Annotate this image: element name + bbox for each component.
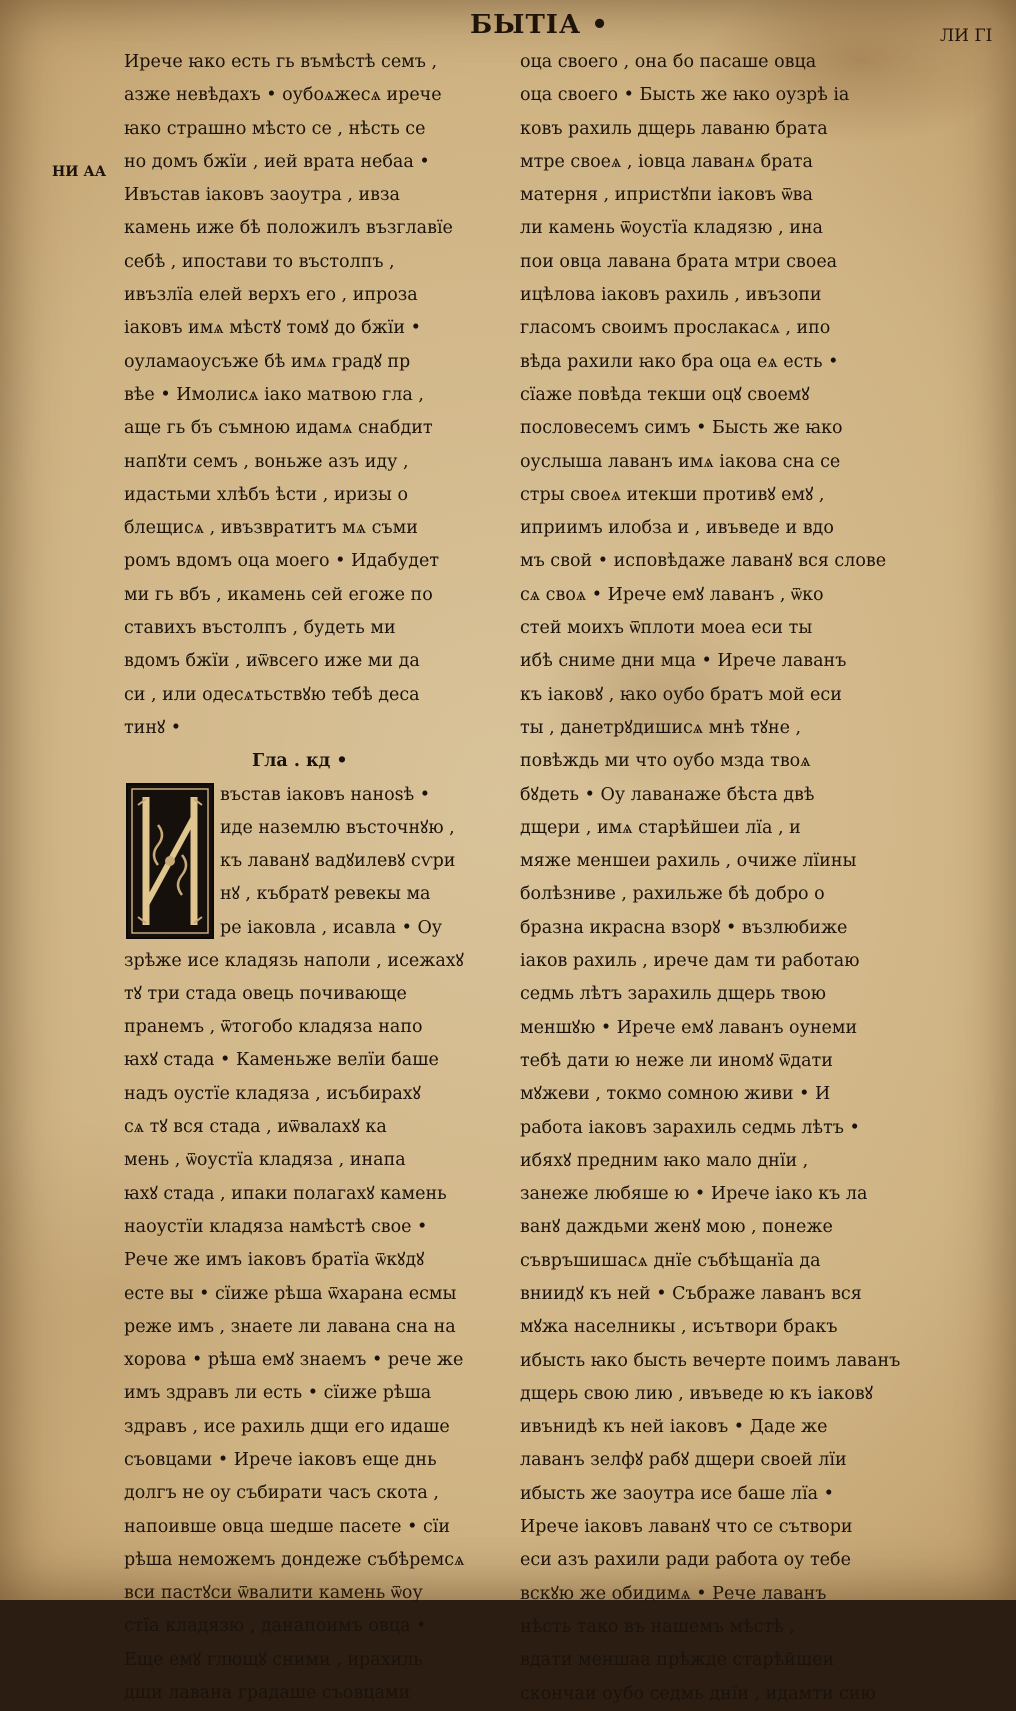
text-line: си , или одесѧтьствꙋю тебѣ деса (124, 684, 420, 705)
text-line: тинꙋ • (124, 717, 182, 738)
text-line: еси азъ рахили ради работа оу тебе (520, 1550, 851, 1571)
text-line: вдати меншаа прѣжде старѣйшеи (520, 1650, 835, 1671)
text-line: сѧ своѧ • Ирече емꙋ лаванъ , ѿко (520, 584, 824, 605)
text-line: гласомъ своимъ прослакасѧ , ипо (520, 318, 831, 339)
text-line: ми гь вбъ , икамень сей егоже по (124, 584, 433, 605)
text-line: есте вы • сїиже рѣша ѿхарана есмы (124, 1283, 457, 1304)
text-line: вдомъ бжїи , иѿвсего иже ми да (124, 651, 420, 672)
text-line: занеже любяше ю • Ирече іако къ ла (520, 1184, 868, 1205)
text-line: вси пастꙋси ѿвалити камень ѿоу (124, 1583, 423, 1604)
text-line: дщери , имѧ старѣйшеи лїа , и (520, 817, 801, 838)
text-line: Рече же имъ іаковъ братїа ѿкꙋдꙋ (124, 1250, 425, 1271)
text-line: иде наземлю въсточнꙋю , (220, 817, 455, 838)
text-line: повѣждь ми что оубо мзда твоѧ (520, 751, 811, 772)
text-line: тꙋ три стада овець почивающе (124, 983, 407, 1004)
text-line: мень , ѿоустїа кладяза , инапа (124, 1150, 406, 1171)
text-line: ре іаковла , исавла • Оу (220, 917, 443, 938)
text-line: матерня , ипристꙋпи іаковъ ѿва (520, 185, 813, 206)
text-line: Ивъстав іаковъ заоутра , ивза (124, 185, 400, 206)
text-line: нѣсть тако въ нашемъ мѣстѣ , (520, 1616, 795, 1637)
text-line: скончаи оубо седмь днїи , идамти сию (520, 1683, 876, 1704)
text-line: стей моихъ ѿплоти моеа еси ты (520, 618, 813, 639)
text-line: мяже меншеи рахиль , очиже лїины (520, 851, 857, 872)
left-column (124, 46, 508, 1710)
text-line: аще гь бъ съмною идамѧ снабдит (124, 418, 433, 439)
text-line: іаков рахиль , ирече дам ти работаю (520, 951, 860, 972)
initial-ornament-icon (128, 785, 212, 937)
text-line: себѣ , ипостави то въстолпъ , (124, 251, 395, 272)
text-line: оуслыша лаванъ имѧ іакова сна се (520, 451, 841, 472)
text-line: работа іаковъ зарахиль седмь лѣтъ • (520, 1117, 860, 1138)
text-line: здравъ , исе рахиль дщи его идаше (124, 1416, 450, 1437)
text-line: въстав іаковъ наноѕѣ • (220, 784, 431, 805)
text-line: къ лаванꙋ вадꙋилевꙋ сѵри (220, 851, 456, 872)
text-line: ибысть ꙗко бысть вечерте поимъ лаванъ (520, 1350, 901, 1371)
text-line: лаванъ зелфꙋ рабꙋ дщери своей лїи (520, 1450, 847, 1471)
text-line: дщерь свою лию , ивъведе ю къ іаковꙋ (520, 1383, 873, 1404)
text-line: вѣда рахили ꙗко бра оца еѧ есть • (520, 351, 839, 372)
text-line: ивъзлїа елей верхъ его , ипроза (124, 285, 418, 306)
text-line: Ирече ꙗко есть гь въмѣстѣ семъ , (124, 52, 438, 72)
text-line: ромъ вдомъ оца моего • Идабудет (124, 551, 440, 572)
text-line: ковъ рахиль дщерь лаваню брата (520, 118, 828, 139)
left-column-bottom-text (124, 945, 508, 1711)
left-column-top-text (124, 46, 508, 745)
text-line: ивънидѣ къ ней іаковъ • Даде же (520, 1417, 828, 1438)
text-line: мꙋжеви , токмо сомною живи • И (520, 1084, 831, 1105)
decorated-initial-letter (126, 783, 214, 939)
text-line: ставихъ въстолпъ , будеть ми (124, 618, 396, 639)
text-line: пословесемъ симъ • Бысть же ꙗко (520, 418, 843, 439)
text-line: Еще емꙋ глющꙋ сними , ирахиль (124, 1649, 423, 1670)
right-column (520, 46, 920, 1711)
text-line: реже имъ , знаете ли лавана сна на (124, 1316, 456, 1337)
text-line: пранемъ , ѿтогобо кладяза напо (124, 1017, 423, 1038)
text-line: ванꙋ даждьми женꙋ мою , понеже (520, 1217, 833, 1238)
text-line: бꙋдеть • Оу лаванаже бѣста двѣ (520, 784, 815, 805)
text-line: ибяхꙋ предним ꙗко мало днїи , (520, 1150, 809, 1171)
text-line: дщи лавана градаше съовцами (124, 1683, 411, 1704)
text-line: вскꙋю же обидимѧ • Рече лаванъ (520, 1583, 827, 1604)
text-line: ꙗко страшно мѣсто се , нѣсть се (124, 118, 426, 139)
text-line: стїа кладязю , данапоимъ овца • (124, 1616, 427, 1637)
text-line: сїаже повѣда текши оцꙋ своемꙋ (520, 384, 810, 405)
running-head: БЫТІА • (470, 10, 609, 40)
text-line: съовцами • Ирече іаковъ еще днь (124, 1449, 437, 1470)
text-line: іаковъ имѧ мѣстꙋ томꙋ до бжїи • (124, 318, 421, 339)
initial-block (124, 779, 508, 945)
text-line: меншꙋю • Ирече емꙋ лаванъ оунеми (520, 1017, 858, 1038)
right-column-text (520, 46, 920, 1711)
text-line: наоустїи кладяза намѣстѣ свое • (124, 1216, 428, 1237)
text-line: иприимъ илобза и , ивъведе и вдо (520, 518, 834, 539)
text-line: ли камень ѿоустїа кладязю , ина (520, 218, 823, 239)
text-line: оца своего • Бысть же ꙗко оузрѣ іа (520, 85, 850, 106)
text-line: идастьми хлѣбъ ѣсти , иризы о (124, 484, 408, 505)
text-line: зрѣже исе кладязь наполи , исежахꙋ (124, 950, 464, 971)
text-line: пои овца лавана брата мтри своеа (520, 251, 838, 272)
folio-number: ЛИ ГІ (940, 26, 993, 46)
text-line: имъ здравъ ли есть • сїиже рѣша (124, 1383, 432, 1404)
text-line: бразна икрасна взорꙋ • възлюбиже (520, 917, 848, 938)
text-line: тебѣ дати ю неже ли иномꙋ ѿдати (520, 1050, 833, 1071)
text-line: стры своеѧ итекши противꙋ емꙋ , (520, 484, 825, 505)
text-line: рѣша неможемъ дондеже събѣремсѧ (124, 1549, 465, 1570)
text-line: мтре своеѧ , іовца лаванѧ брата (520, 151, 813, 172)
text-line: надъ оустїе кладяза , исъбирахꙋ (124, 1083, 421, 1104)
text-line: къ іаковꙋ , ꙗко оубо братъ мой еси (520, 684, 842, 705)
text-line: болѣзниве , рахильже бѣ добро о (520, 884, 825, 905)
text-line: съвръшишасѧ днїе събѣщанїа да (520, 1250, 821, 1271)
text-line: вѣе • Имолисѧ іако матвою гла , (124, 384, 424, 405)
text-line: ицѣлова іаковъ рахиль , ивъзопи (520, 285, 822, 306)
text-line: ибѣ сниме дни мца • Ирече лаванъ (520, 651, 847, 672)
text-line: ꙗхꙋ стада , ипаки полагахꙋ камень (124, 1183, 447, 1204)
text-line: хорова • рѣша емꙋ знаемъ • рече же (124, 1350, 464, 1371)
text-line: оца своего , она бо пасаше овца (520, 52, 817, 72)
text-line: сѧ тꙋ вся стада , иѿвалахꙋ ка (124, 1117, 387, 1138)
margin-note: НИ АА (52, 164, 107, 180)
text-line: напꙋти семъ , воньже азъ иду , (124, 451, 409, 472)
chapter-heading: Гла . кд • (252, 751, 348, 772)
text-line: ꙗхꙋ стада • Каменьже велїи баше (124, 1050, 439, 1071)
text-line: ибысть же заоутра исе баше лїа • (520, 1483, 834, 1504)
text-line: мꙋжа населникы , исътвори бракъ (520, 1317, 838, 1338)
text-line: вниидꙋ къ ней • Събраже лаванъ вся (520, 1283, 862, 1304)
text-line: оуламаоусъже бѣ имѧ градꙋ пр (124, 351, 411, 372)
text-line: напоивше овца шедше пасете • сїи (124, 1516, 451, 1537)
text-line: блещисѧ , ивъзвратитъ мѧ съми (124, 518, 418, 539)
text-line: Ирече іаковъ лаванꙋ что се сътвори (520, 1517, 853, 1538)
text-line: ты , данетрꙋдишисѧ мнѣ тꙋне , (520, 717, 802, 738)
text-line: нꙋ , къбратꙋ ревекы ма (220, 884, 431, 905)
text-line: камень иже бѣ положилъ възглавїе (124, 218, 453, 239)
text-line: но домъ бжїи , ией врата небаа • (124, 151, 430, 172)
lines-beside-initial (220, 779, 510, 945)
text-line: долгъ не оу събирати часъ скота , (124, 1483, 439, 1504)
text-line: азже невѣдахъ • оубоѧжесѧ ирече (124, 85, 442, 106)
text-line: мъ свой • исповѣдаже лаванꙋ вся слове (520, 551, 887, 572)
text-line: седмь лѣтъ зарахиль дщерь твою (520, 984, 827, 1005)
